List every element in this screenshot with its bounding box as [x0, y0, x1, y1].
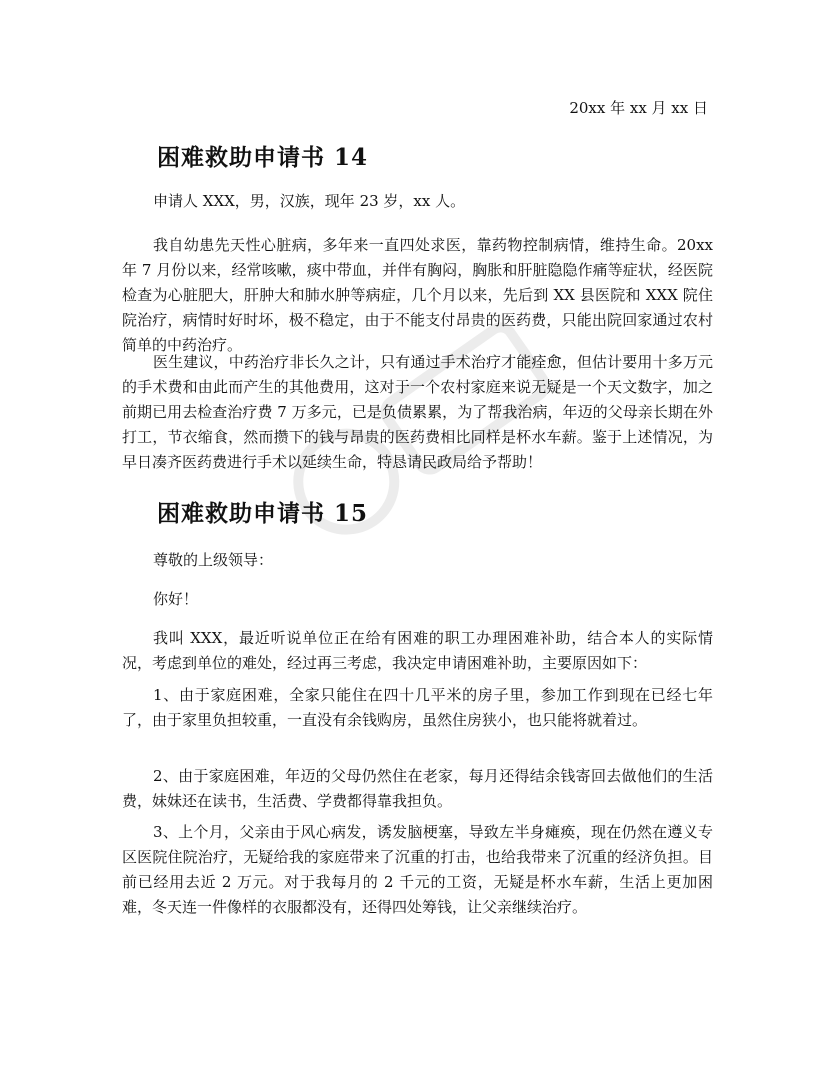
illness-history-paragraph: 我自幼患先天性心脏病，多年来一直四处求医，靠药物控制病情，维持生命。20xx 年 7 月份以来，经常咳嗽，痰中带血，并伴有胸闷，胸胀和肝脏隐隐作痛等症状，经医院检查为心脏肥大，肝肿大和肺水肿等病症，几个月以来，先后到 XX 县医院和 XXX 院住院治疗，病情时好时坏，极不稳定，由于不能支付昂贵的医药费，只能出院回家通过农村简单的中药治疗。	[122, 236, 713, 354]
reason-3-paragraph: 3、上个月，父亲由于风心病发，诱发脑梗塞，导致左半身瘫痪，现在仍然在遵义专区医院住院治疗，无疑给我的家庭带来了沉重的打击，也给我带来了沉重的经济负担。目前已经用去近 2 万元。对于我每月的 2 千元的工资，无疑是杯水车薪，生活上更加困难，冬天连一件像样的衣服都没有，还得四处筹钱，让父亲继续治疗。	[122, 823, 713, 916]
document-date: 20xx 年 xx 月 xx 日	[569, 99, 708, 117]
reason-2-paragraph: 2、由于家庭困难，年迈的父母仍然住在老家，每月还得结余钱寄回去做他们的生活费，妹妹还在读书，生活费、学费都得靠我担负。	[122, 767, 713, 810]
reason-1-paragraph: 1、由于家庭困难，全家只能住在四十几平米的房子里，参加工作到现在已经七年了，由于家里负担较重，一直没有余钱购房，虽然住房狭小，也只能将就着过。	[122, 686, 713, 729]
request-intro-paragraph: 我叫 XXX，最近听说单位正在给有困难的职工办理困难补助，结合本人的实际情况，考虑到单位的难处，经过再三考虑，我决定申请困难补助，主要原因如下：	[122, 629, 713, 672]
doctor-advice-paragraph: 医生建议，中药治疗非长久之计，只有通过手术治疗才能痊愈，但估计要用十多万元的手术费和由此而产生的其他费用，这对于一个农村家庭来说无疑是一个天文数字，加之前期已用去检查治疗费 7 万多元，已是负债累累，为了帮我治病，年迈的父母亲长期在外打工，节衣缩食，然而攒下的钱与昂贵的医药费相比同样是杯水车薪。鉴于上述情况，为早日凑齐医药费进行手术以延续生命，特恳请民政局给予帮助！	[122, 353, 713, 471]
greeting-paragraph: 你好！	[153, 590, 199, 608]
section-title-15: 困难救助申请书 15	[157, 500, 369, 527]
section-title-14: 困难救助申请书 14	[157, 144, 369, 171]
salutation-paragraph: 尊敬的上级领导：	[153, 551, 274, 569]
applicant-info-paragraph: 申请人 XXX，男，汉族，现年 23 岁，xx 人。	[153, 192, 466, 210]
